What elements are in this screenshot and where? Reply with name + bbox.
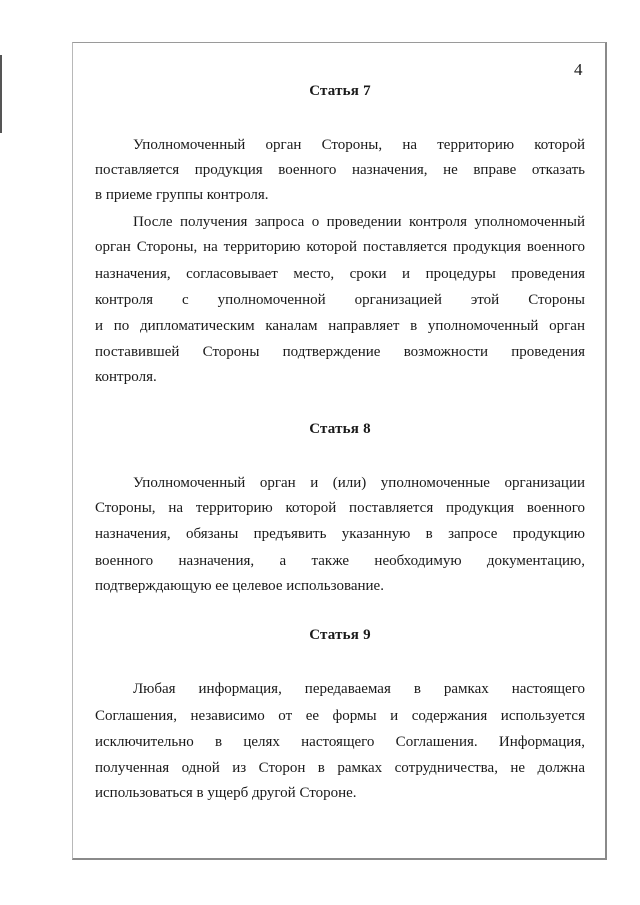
article-9-line-4: полученная одной из Сторон в рамках сотрудничества, не должна [95,760,585,776]
article-8-line-3: назначения, обязаны предъявить указанную в запросе продукцию [95,526,585,542]
article-7-line-9: поставившей Стороны подтверждение возможности проведения [95,344,585,360]
article-9-title: Статья 9 [309,627,371,643]
article-7-title: Статья 7 [309,83,371,99]
article-8-line-4: военного назначения, а также необходимую документацию, [95,553,585,569]
article-7-line-6: назначения, согласовывает место, сроки и процедуры проведения [95,266,585,282]
article-9-line-5: использоваться в ущерб другой Стороне. [95,785,357,801]
article-9-line-3: исключительно в целях настоящего Соглашения. Информация, [95,734,585,750]
article-7-line-1: Уполномоченный орган Стороны, на территорию которой [133,137,585,153]
scan-edge-mark [0,55,2,133]
article-9-line-2: Соглашения, независимо от ее формы и содержания используется [95,708,585,724]
article-7-line-2: поставляется продукция военного назначения, не вправе отказать [95,162,585,178]
article-7-line-10: контроля. [95,369,157,385]
article-8-line-2: Стороны, на территорию которой поставляется продукция военного [95,500,585,516]
article-7-line-7: контроля с уполномоченной организацией этой Стороны [95,292,585,308]
article-7-line-4: После получения запроса о проведении контроля уполномоченный [133,214,585,230]
article-8-title: Статья 8 [309,421,371,437]
article-8-line-1: Уполномоченный орган и (или) уполномоченные организации [133,475,585,491]
article-7-line-8: и по дипломатическим каналам направляет в уполномоченный орган [95,318,585,334]
page-number: 4 [574,60,583,79]
article-7-line-5: орган Стороны, на территорию которой поставляется продукция военного [95,239,585,255]
article-7-line-3: в приеме группы контроля. [95,187,269,203]
article-9-line-1: Любая информация, передаваемая в рамках настоящего [133,681,585,697]
article-8-line-5: подтверждающую ее целевое использование. [95,578,384,594]
